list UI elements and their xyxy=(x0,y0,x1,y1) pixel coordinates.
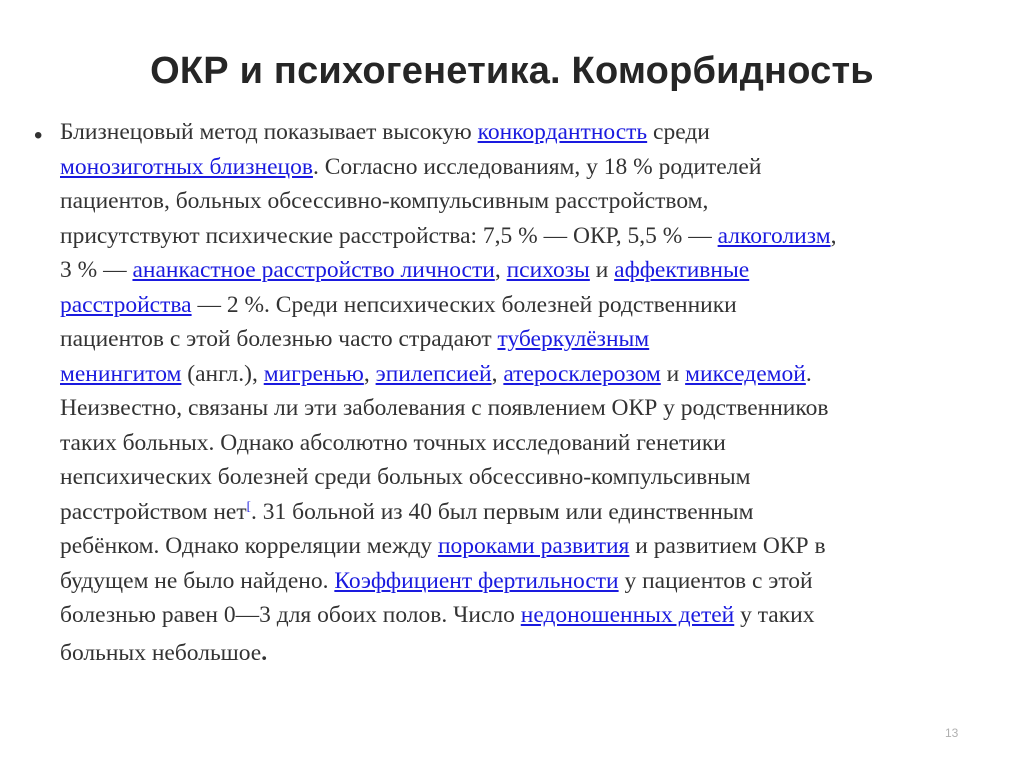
link-alcoholism[interactable]: алкоголизм xyxy=(717,222,831,249)
text-run: (англ.), xyxy=(181,360,264,387)
reference-link[interactable]: [ xyxy=(246,497,251,513)
text-run: пациентов, больных обсессивно-компульсивным расстройством, xyxy=(60,188,709,214)
text-line xyxy=(60,529,985,564)
text-run: таких больных. Однако абсолютно точных исследований генетики xyxy=(60,429,726,456)
link-psychoses[interactable]: психозы xyxy=(506,257,590,283)
text-line xyxy=(60,495,985,530)
bullet-marker: • xyxy=(34,122,43,149)
page-number: 13 xyxy=(945,726,959,740)
text-run: . xyxy=(805,360,812,387)
text-line xyxy=(60,564,985,599)
text-run: и развитием ОКР в xyxy=(629,533,826,559)
link-epilepsy[interactable]: эпилепсией xyxy=(375,360,492,387)
link-anankastic-personality-disorder[interactable]: ананкастное расстройство личности xyxy=(132,257,495,283)
link-affective-disorders[interactable]: аффективные xyxy=(614,257,750,283)
text-run: будущем не было найдено. xyxy=(60,567,335,594)
text-line xyxy=(60,460,985,495)
text-line xyxy=(60,219,985,254)
text-line xyxy=(60,115,985,150)
link-concordance[interactable]: конкордантность xyxy=(477,119,648,145)
link-tuberculous-meningitis[interactable]: туберкулёзным xyxy=(497,326,650,352)
text-line xyxy=(60,322,985,357)
link-atherosclerosis[interactable]: атеросклерозом xyxy=(503,360,661,387)
link-premature-infants[interactable]: недоношенных детей xyxy=(520,602,735,628)
text-run: Близнецовый метод показывает высокую xyxy=(60,119,478,145)
link-affective-disorders-cont[interactable]: расстройства xyxy=(60,291,192,318)
text-run: ребёнком. Однако корреляции между xyxy=(60,533,438,559)
link-fertility-rate[interactable]: Коэффициент фертильности xyxy=(334,567,619,594)
text-line xyxy=(60,633,985,673)
text-line xyxy=(60,253,985,288)
text-run: Неизвестно, связаны ли эти заболевания с появлением ОКР у родственников xyxy=(60,395,829,421)
link-monozygotic-twins[interactable]: монозиготных близнецов xyxy=(60,153,313,180)
text-run: у таких xyxy=(734,602,815,628)
text-run: присутствуют психические расстройства: 7,5 % — ОКР, 5,5 % — xyxy=(60,222,718,249)
text-run: непсихических болезней среди больных обсессивно-компульсивным xyxy=(60,464,751,490)
text-run: больных небольшое xyxy=(60,639,262,666)
slide-title: ОКР и психогенетика. Коморбидность xyxy=(150,50,874,92)
text-run: 3 % — xyxy=(60,257,133,283)
text-run: у пациентов с этой xyxy=(618,567,813,594)
text-run: — 2 %. Среди непсихических болезней родственники xyxy=(191,291,737,318)
link-migraine[interactable]: мигренью xyxy=(263,360,364,387)
text-line xyxy=(60,288,985,323)
text-run: . Согласно исследованиям, у 18 % родителей xyxy=(312,153,762,180)
text-run: болезнью равен 0—3 для обоих полов. Число xyxy=(60,602,521,628)
text-run: , xyxy=(494,257,507,283)
link-birth-defects[interactable]: пороками развития xyxy=(437,533,630,559)
text-run: . 31 больной из 40 был первым или единственным xyxy=(250,498,754,525)
link-tuberculous-meningitis-cont[interactable]: менингитом xyxy=(60,360,182,387)
text-run: расстройством нет xyxy=(60,498,247,525)
text-run: . xyxy=(261,639,268,666)
text-line xyxy=(60,357,985,392)
text-run: и xyxy=(660,360,686,387)
text-line xyxy=(60,426,985,461)
text-run: , xyxy=(830,222,837,249)
text-run: и xyxy=(589,257,615,283)
text-run: среди xyxy=(647,119,710,145)
text-run: пациентов с этой болезнью часто страдают xyxy=(60,326,498,352)
text-line xyxy=(60,598,985,633)
bullet-text xyxy=(60,115,985,673)
text-line xyxy=(60,184,985,219)
text-line xyxy=(60,391,985,426)
link-myxedema[interactable]: микседемой xyxy=(685,360,806,387)
text-line xyxy=(60,150,985,185)
text-run: , xyxy=(363,360,376,387)
text-run: , xyxy=(491,360,504,387)
